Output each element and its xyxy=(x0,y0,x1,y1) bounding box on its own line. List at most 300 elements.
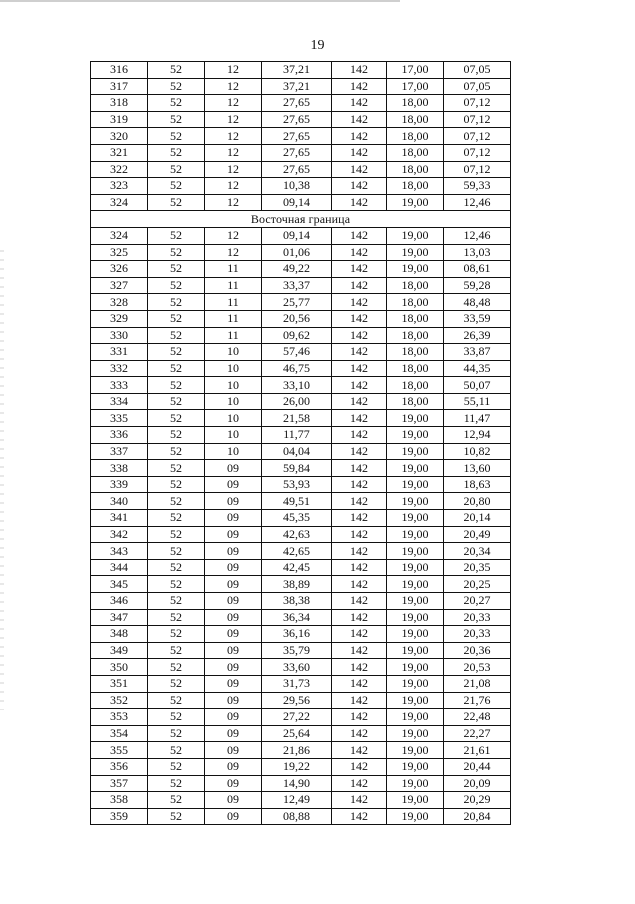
table-cell: 12 xyxy=(205,78,262,95)
table-cell: 52 xyxy=(148,277,205,294)
table-cell: 11,47 xyxy=(444,410,511,427)
table-cell: 20,14 xyxy=(444,510,511,527)
table-cell: 09,14 xyxy=(262,194,332,211)
table-cell: 36,34 xyxy=(262,609,332,626)
table-cell: 37,21 xyxy=(262,78,332,95)
table-cell: 329 xyxy=(91,310,148,327)
table-cell: 36,16 xyxy=(262,626,332,643)
table-cell: 336 xyxy=(91,427,148,444)
table-cell: 52 xyxy=(148,144,205,161)
table-cell: 18,63 xyxy=(444,476,511,493)
table-cell: 142 xyxy=(332,675,387,692)
table-cell: 07,05 xyxy=(444,62,511,79)
table-cell: 19,00 xyxy=(387,194,444,211)
page-number: 19 xyxy=(310,38,325,53)
table-cell: 52 xyxy=(148,261,205,278)
table-cell: 52 xyxy=(148,692,205,709)
table-cell: 09 xyxy=(205,808,262,825)
table-cell: 12 xyxy=(205,227,262,244)
table-cell: 13,03 xyxy=(444,244,511,261)
table-cell: 142 xyxy=(332,626,387,643)
table-cell: 26,39 xyxy=(444,327,511,344)
table-cell: 52 xyxy=(148,227,205,244)
table-cell: 327 xyxy=(91,277,148,294)
table-cell: 04,04 xyxy=(262,443,332,460)
table-cell: 358 xyxy=(91,792,148,809)
table-cell: 318 xyxy=(91,95,148,112)
section-header-row xyxy=(91,211,511,228)
table-cell: 350 xyxy=(91,659,148,676)
table-cell: 52 xyxy=(148,775,205,792)
table-cell: 337 xyxy=(91,443,148,460)
table-cell: 18,00 xyxy=(387,178,444,195)
table-cell: 142 xyxy=(332,443,387,460)
table-row xyxy=(91,327,511,344)
table-cell: 38,38 xyxy=(262,593,332,610)
table-cell: 142 xyxy=(332,310,387,327)
table-cell: 142 xyxy=(332,62,387,79)
table-cell: 09 xyxy=(205,692,262,709)
table-cell: 52 xyxy=(148,725,205,742)
table-cell: 142 xyxy=(332,244,387,261)
table-cell: 349 xyxy=(91,642,148,659)
table-row xyxy=(91,244,511,261)
table-cell: 09 xyxy=(205,543,262,560)
table-cell: 341 xyxy=(91,510,148,527)
table-cell: 55,11 xyxy=(444,393,511,410)
table-row xyxy=(91,792,511,809)
table-row xyxy=(91,161,511,178)
table-cell: 323 xyxy=(91,178,148,195)
table-cell: 19,00 xyxy=(387,526,444,543)
table-cell: 343 xyxy=(91,543,148,560)
table-cell: 52 xyxy=(148,393,205,410)
table-cell: 20,27 xyxy=(444,593,511,610)
table-cell: 328 xyxy=(91,294,148,311)
table-cell: 142 xyxy=(332,576,387,593)
table-cell: 19,00 xyxy=(387,775,444,792)
table-cell: 10 xyxy=(205,393,262,410)
table-cell: 324 xyxy=(91,194,148,211)
table-cell: 345 xyxy=(91,576,148,593)
table-cell: 330 xyxy=(91,327,148,344)
table-cell: 22,48 xyxy=(444,709,511,726)
table-cell: 142 xyxy=(332,111,387,128)
table-cell: 316 xyxy=(91,62,148,79)
table-cell: 18,00 xyxy=(387,277,444,294)
table-cell: 18,00 xyxy=(387,111,444,128)
table-cell: 07,05 xyxy=(444,78,511,95)
table-cell: 20,25 xyxy=(444,576,511,593)
table-cell: 12 xyxy=(205,244,262,261)
table-row xyxy=(91,758,511,775)
table-cell: 142 xyxy=(332,427,387,444)
table-cell: 12 xyxy=(205,144,262,161)
table-cell: 352 xyxy=(91,692,148,709)
table-cell: 142 xyxy=(332,377,387,394)
table-cell: 52 xyxy=(148,161,205,178)
table-cell: 142 xyxy=(332,659,387,676)
table-cell: 52 xyxy=(148,460,205,477)
table-cell: 07,12 xyxy=(444,95,511,112)
table-cell: 52 xyxy=(148,294,205,311)
table-cell: 19,00 xyxy=(387,410,444,427)
table-body-before-section xyxy=(91,62,511,211)
table-cell: 142 xyxy=(332,294,387,311)
table-cell: 27,65 xyxy=(262,161,332,178)
table-cell: 52 xyxy=(148,327,205,344)
table-cell: 09 xyxy=(205,725,262,742)
table-cell: 142 xyxy=(332,393,387,410)
table-cell: 19,00 xyxy=(387,543,444,560)
table-cell: 52 xyxy=(148,593,205,610)
table-cell: 10 xyxy=(205,344,262,361)
table-cell: 52 xyxy=(148,709,205,726)
table-cell: 52 xyxy=(148,95,205,112)
table-cell: 142 xyxy=(332,360,387,377)
table-row xyxy=(91,493,511,510)
table-cell: 142 xyxy=(332,410,387,427)
table-cell: 21,61 xyxy=(444,742,511,759)
table-cell: 09 xyxy=(205,576,262,593)
table-cell: 52 xyxy=(148,310,205,327)
table-cell: 52 xyxy=(148,559,205,576)
table-cell: 324 xyxy=(91,227,148,244)
table-cell: 26,00 xyxy=(262,393,332,410)
table-cell: 59,84 xyxy=(262,460,332,477)
table-cell: 20,84 xyxy=(444,808,511,825)
table-cell: 52 xyxy=(148,609,205,626)
table-cell: 09 xyxy=(205,626,262,643)
table-cell: 52 xyxy=(148,576,205,593)
table-row xyxy=(91,709,511,726)
table-cell: 12,46 xyxy=(444,227,511,244)
table-row xyxy=(91,460,511,477)
table-cell: 19,00 xyxy=(387,559,444,576)
table-row xyxy=(91,227,511,244)
table-row xyxy=(91,476,511,493)
table-cell: 142 xyxy=(332,327,387,344)
table-cell: 10 xyxy=(205,377,262,394)
table-cell: 52 xyxy=(148,742,205,759)
table-cell: 19,00 xyxy=(387,576,444,593)
table-cell: 338 xyxy=(91,460,148,477)
table-cell: 59,33 xyxy=(444,178,511,195)
table-cell: 52 xyxy=(148,526,205,543)
table-cell: 09 xyxy=(205,460,262,477)
table-cell: 142 xyxy=(332,128,387,145)
scan-margin-specks xyxy=(0,250,4,710)
table-cell: 52 xyxy=(148,675,205,692)
table-row xyxy=(91,62,511,79)
table-cell: 142 xyxy=(332,642,387,659)
table-cell: 09 xyxy=(205,775,262,792)
table-cell: 52 xyxy=(148,427,205,444)
table-cell: 11 xyxy=(205,294,262,311)
table-cell: 344 xyxy=(91,559,148,576)
table-cell: 01,06 xyxy=(262,244,332,261)
table-cell: 52 xyxy=(148,642,205,659)
table-cell: 18,00 xyxy=(387,294,444,311)
table-cell: 142 xyxy=(332,808,387,825)
table-cell: 19,00 xyxy=(387,427,444,444)
table-cell: 142 xyxy=(332,609,387,626)
table-cell: 12 xyxy=(205,128,262,145)
table-row xyxy=(91,626,511,643)
table-cell: 09 xyxy=(205,709,262,726)
table-cell: 18,00 xyxy=(387,310,444,327)
table-cell: 09 xyxy=(205,642,262,659)
table-cell: 19,00 xyxy=(387,642,444,659)
table-cell: 09,62 xyxy=(262,327,332,344)
table-cell: 142 xyxy=(332,559,387,576)
table-cell: 31,73 xyxy=(262,675,332,692)
table-cell: 348 xyxy=(91,626,148,643)
table-cell: 19,00 xyxy=(387,609,444,626)
table-cell: 18,00 xyxy=(387,344,444,361)
table-cell: 142 xyxy=(332,526,387,543)
table-cell: 19,00 xyxy=(387,626,444,643)
table-cell: 17,00 xyxy=(387,78,444,95)
table-cell: 42,63 xyxy=(262,526,332,543)
table-cell: 19,00 xyxy=(387,476,444,493)
table-row xyxy=(91,128,511,145)
table-row xyxy=(91,609,511,626)
table-cell: 142 xyxy=(332,277,387,294)
table-cell: 35,79 xyxy=(262,642,332,659)
table-cell: 09 xyxy=(205,526,262,543)
table-cell: 53,93 xyxy=(262,476,332,493)
table-cell: 52 xyxy=(148,476,205,493)
table-cell: 142 xyxy=(332,78,387,95)
table-cell: 356 xyxy=(91,758,148,775)
table-row xyxy=(91,410,511,427)
table-cell: 342 xyxy=(91,526,148,543)
table-cell: 317 xyxy=(91,78,148,95)
table-cell: 357 xyxy=(91,775,148,792)
table-cell: 14,90 xyxy=(262,775,332,792)
table-cell: 52 xyxy=(148,808,205,825)
table-cell: 33,59 xyxy=(444,310,511,327)
table-cell: 09 xyxy=(205,659,262,676)
table-cell: 12 xyxy=(205,161,262,178)
table-cell: 18,00 xyxy=(387,95,444,112)
table-cell: 19,00 xyxy=(387,808,444,825)
table-cell: 18,00 xyxy=(387,327,444,344)
table-cell: 11 xyxy=(205,327,262,344)
table-cell: 52 xyxy=(148,194,205,211)
table-cell: 20,49 xyxy=(444,526,511,543)
table-cell: 11 xyxy=(205,261,262,278)
table-cell: 33,37 xyxy=(262,277,332,294)
table-cell: 319 xyxy=(91,111,148,128)
table-cell: 52 xyxy=(148,443,205,460)
table-row xyxy=(91,144,511,161)
table-cell: 09,14 xyxy=(262,227,332,244)
table-cell: 57,46 xyxy=(262,344,332,361)
table-cell: 18,00 xyxy=(387,360,444,377)
table-cell: 142 xyxy=(332,460,387,477)
table-cell: 20,44 xyxy=(444,758,511,775)
table-row xyxy=(91,443,511,460)
table-cell: 11 xyxy=(205,310,262,327)
table-cell: 10 xyxy=(205,443,262,460)
table-cell: 19,00 xyxy=(387,792,444,809)
table-cell: 13,60 xyxy=(444,460,511,477)
table-cell: 321 xyxy=(91,144,148,161)
table-cell: 20,34 xyxy=(444,543,511,560)
table-row xyxy=(91,543,511,560)
table-cell: 19,22 xyxy=(262,758,332,775)
table-cell: 09 xyxy=(205,476,262,493)
table-cell: 19,00 xyxy=(387,758,444,775)
table-cell: 18,00 xyxy=(387,128,444,145)
table-cell: 10 xyxy=(205,410,262,427)
table-cell: 42,45 xyxy=(262,559,332,576)
table-cell: 22,27 xyxy=(444,725,511,742)
table-cell: 332 xyxy=(91,360,148,377)
table-cell: 326 xyxy=(91,261,148,278)
table-cell: 21,86 xyxy=(262,742,332,759)
table-cell: 10 xyxy=(205,360,262,377)
table-cell: 340 xyxy=(91,493,148,510)
table-row xyxy=(91,78,511,95)
section-title: Восточная граница xyxy=(91,211,511,228)
table-cell: 18,00 xyxy=(387,377,444,394)
table-cell: 19,00 xyxy=(387,692,444,709)
table-cell: 07,12 xyxy=(444,144,511,161)
table-cell: 142 xyxy=(332,742,387,759)
table-cell: 333 xyxy=(91,377,148,394)
table-cell: 52 xyxy=(148,62,205,79)
table-cell: 142 xyxy=(332,161,387,178)
table-cell: 142 xyxy=(332,543,387,560)
table-cell: 19,00 xyxy=(387,244,444,261)
table-cell: 334 xyxy=(91,393,148,410)
table-cell: 27,65 xyxy=(262,95,332,112)
table-cell: 52 xyxy=(148,792,205,809)
table-cell: 142 xyxy=(332,792,387,809)
table-cell: 09 xyxy=(205,510,262,527)
table-row xyxy=(91,775,511,792)
table-cell: 19,00 xyxy=(387,493,444,510)
table-cell: 353 xyxy=(91,709,148,726)
table-row xyxy=(91,559,511,576)
table-cell: 48,48 xyxy=(444,294,511,311)
table-cell: 37,21 xyxy=(262,62,332,79)
table-row xyxy=(91,261,511,278)
table-cell: 21,58 xyxy=(262,410,332,427)
table-cell: 20,56 xyxy=(262,310,332,327)
table-cell: 142 xyxy=(332,476,387,493)
table-cell: 09 xyxy=(205,742,262,759)
table-cell: 142 xyxy=(332,344,387,361)
table-cell: 27,65 xyxy=(262,128,332,145)
table-cell: 19,00 xyxy=(387,227,444,244)
table-cell: 19,00 xyxy=(387,261,444,278)
table-row xyxy=(91,576,511,593)
table-cell: 355 xyxy=(91,742,148,759)
table-row xyxy=(91,277,511,294)
table-cell: 142 xyxy=(332,758,387,775)
table-cell: 52 xyxy=(148,758,205,775)
table-cell: 49,51 xyxy=(262,493,332,510)
table-cell: 19,00 xyxy=(387,709,444,726)
table-cell: 335 xyxy=(91,410,148,427)
table-cell: 52 xyxy=(148,510,205,527)
table-cell: 325 xyxy=(91,244,148,261)
table-cell: 142 xyxy=(332,775,387,792)
table-cell: 52 xyxy=(148,626,205,643)
table-row xyxy=(91,344,511,361)
table-row xyxy=(91,427,511,444)
table-row xyxy=(91,377,511,394)
table-cell: 18,00 xyxy=(387,161,444,178)
table-cell: 21,08 xyxy=(444,675,511,692)
table-cell: 27,65 xyxy=(262,111,332,128)
table-row xyxy=(91,360,511,377)
table-cell: 07,12 xyxy=(444,128,511,145)
table-cell: 52 xyxy=(148,493,205,510)
table-cell: 10,82 xyxy=(444,443,511,460)
table-cell: 346 xyxy=(91,593,148,610)
table-row xyxy=(91,510,511,527)
table-row xyxy=(91,642,511,659)
table-cell: 33,10 xyxy=(262,377,332,394)
scan-top-edge xyxy=(0,0,400,2)
table-cell: 09 xyxy=(205,593,262,610)
table-cell: 12 xyxy=(205,95,262,112)
table-cell: 52 xyxy=(148,111,205,128)
table-row xyxy=(91,675,511,692)
table-row xyxy=(91,393,511,410)
table-row xyxy=(91,178,511,195)
table-cell: 20,35 xyxy=(444,559,511,576)
table-row xyxy=(91,808,511,825)
table-cell: 142 xyxy=(332,692,387,709)
table-cell: 18,00 xyxy=(387,144,444,161)
table-cell: 359 xyxy=(91,808,148,825)
table-cell: 142 xyxy=(332,725,387,742)
table-cell: 20,29 xyxy=(444,792,511,809)
table-cell: 142 xyxy=(332,227,387,244)
table-cell: 09 xyxy=(205,609,262,626)
table-cell: 44,35 xyxy=(444,360,511,377)
table-cell: 09 xyxy=(205,758,262,775)
table-cell: 08,61 xyxy=(444,261,511,278)
table-row xyxy=(91,593,511,610)
coordinates-table xyxy=(90,61,511,825)
table-row xyxy=(91,194,511,211)
table-cell: 20,09 xyxy=(444,775,511,792)
table-cell: 45,35 xyxy=(262,510,332,527)
table-row xyxy=(91,526,511,543)
table-cell: 19,00 xyxy=(387,443,444,460)
table-cell: 142 xyxy=(332,593,387,610)
table-cell: 18,00 xyxy=(387,393,444,410)
table-cell: 52 xyxy=(148,178,205,195)
table-cell: 142 xyxy=(332,261,387,278)
table-cell: 19,00 xyxy=(387,659,444,676)
table-cell: 07,12 xyxy=(444,161,511,178)
table-cell: 331 xyxy=(91,344,148,361)
table-cell: 17,00 xyxy=(387,62,444,79)
table-cell: 52 xyxy=(148,244,205,261)
table-cell: 351 xyxy=(91,675,148,692)
table-cell: 46,75 xyxy=(262,360,332,377)
table-row xyxy=(91,725,511,742)
table-cell: 52 xyxy=(148,410,205,427)
